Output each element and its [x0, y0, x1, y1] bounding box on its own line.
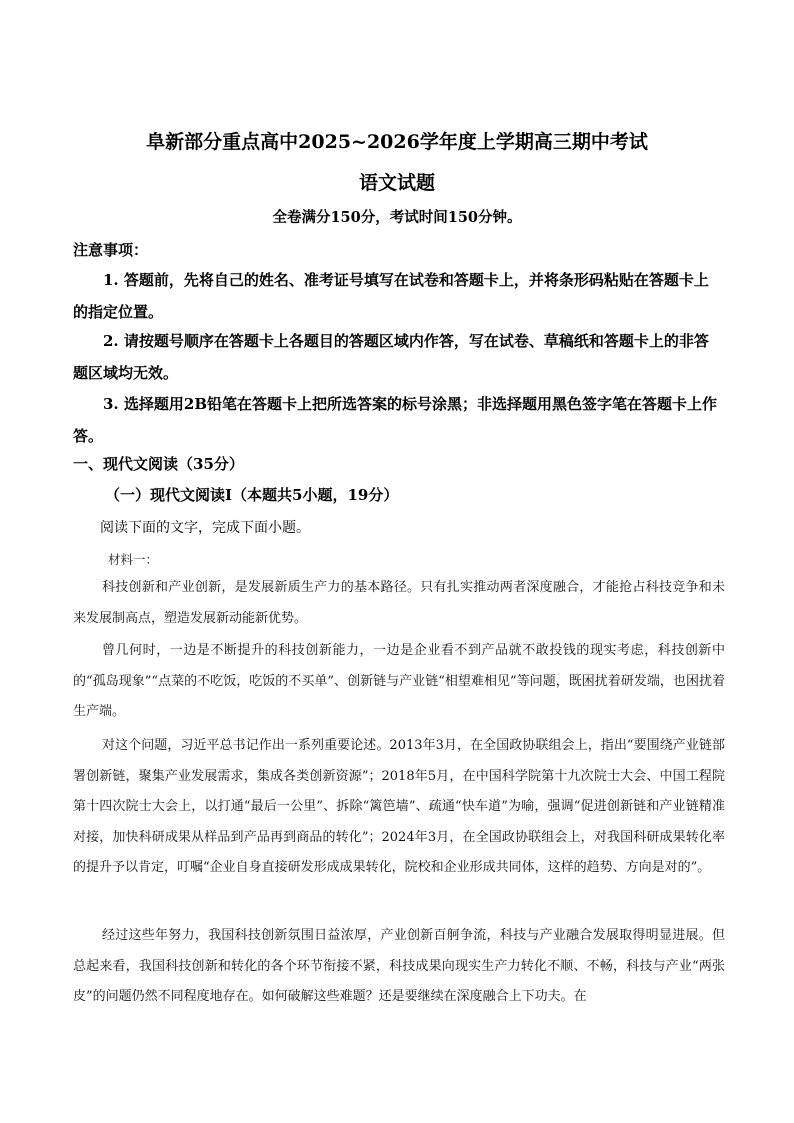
notice-heading: 注意事项：	[73, 241, 149, 259]
material-paragraph: 对这个问题，习近平总书记作出一系列重要论述。2013年3月，在全国政协联组会上，指出“要围绕产业链部署创新链，聚集产业发展需求，集成各类创新资源”；2018年5月，在中国科学院第十九次院士大会、中国工程院第十四次院士大会上，以打通“最后一公里”、拆除“篱笆墙”、疏通“快车道”为喻，强调“促进创新链和产业链精准对接，加快科研成果从样品到产品再到商品的转化”；2024年3月，在全国政协联组会上，对我国科研成果转化率的提升予以肯定，叮嘱“企业自身直接研发形成成果转化，院校和企业形成共同体，这样的趋势、方向是对的”。	[73, 738, 725, 875]
exam-info: 全卷满分150分，考试时间150分钟。	[272, 209, 522, 226]
notice-item: 2. 请按题号顺序在答题卡上各题目的答题区域内作答，写在试卷、草稿纸和答题卡上的非答题区域均无效。	[73, 332, 709, 382]
material-label: 材料一：	[108, 552, 159, 567]
section-heading: 一、现代文阅读（35分）	[73, 455, 244, 473]
notice-item: 1. 答题前，先将自己的姓名、准考证号填写在试卷和答题卡上，并将条形码粘贴在答题卡上的指定位置。	[73, 271, 709, 321]
material-paragraph: 曾几何时，一边是不断提升的科技创新能力，一边是企业看不到产品就不敢投钱的现实考虑，科技创新中的“孤岛现象”“点菜的不吃饭，吃饭的不买单”、创新链与产业链“相望难相见”等问题，既困扰着研发端，也困扰着生产端。	[73, 643, 725, 719]
subject-title: 语文试题	[358, 172, 435, 194]
notice-item: 3. 选择题用2B铅笔在答题卡上把所选答案的标号涂黑；非选择题用黑色签字笔在答题卡上作答。	[73, 395, 718, 445]
reading-instruction: 阅读下面的文字，完成下面小题。	[100, 519, 310, 535]
subsection-heading: （一）现代文阅读Ⅰ（本题共5小题，19分）	[105, 486, 399, 504]
exam-title: 阜新部分重点高中2025~2026学年度上学期高三期中考试	[146, 131, 648, 153]
material-paragraph: 经过这些年努力，我国科技创新氛围日益浓厚，产业创新百舸争流，科技与产业融合发展取得明显进展。但总起来看，我国科技创新和转化的各个环节衔接不紧，科技成果向现实生产力转化不顺、不畅，科技与产业“两张皮”的问题仍然不同程度地存在。如何破解这些难题？还是要继续在深度融合上下功夫。在	[73, 928, 725, 1004]
material-paragraph: 科技创新和产业创新，是发展新质生产力的基本路径。只有扎实推动两者深度融合，才能抢占科技竞争和未来发展制高点，塑造发展新动能新优势。	[73, 580, 725, 626]
